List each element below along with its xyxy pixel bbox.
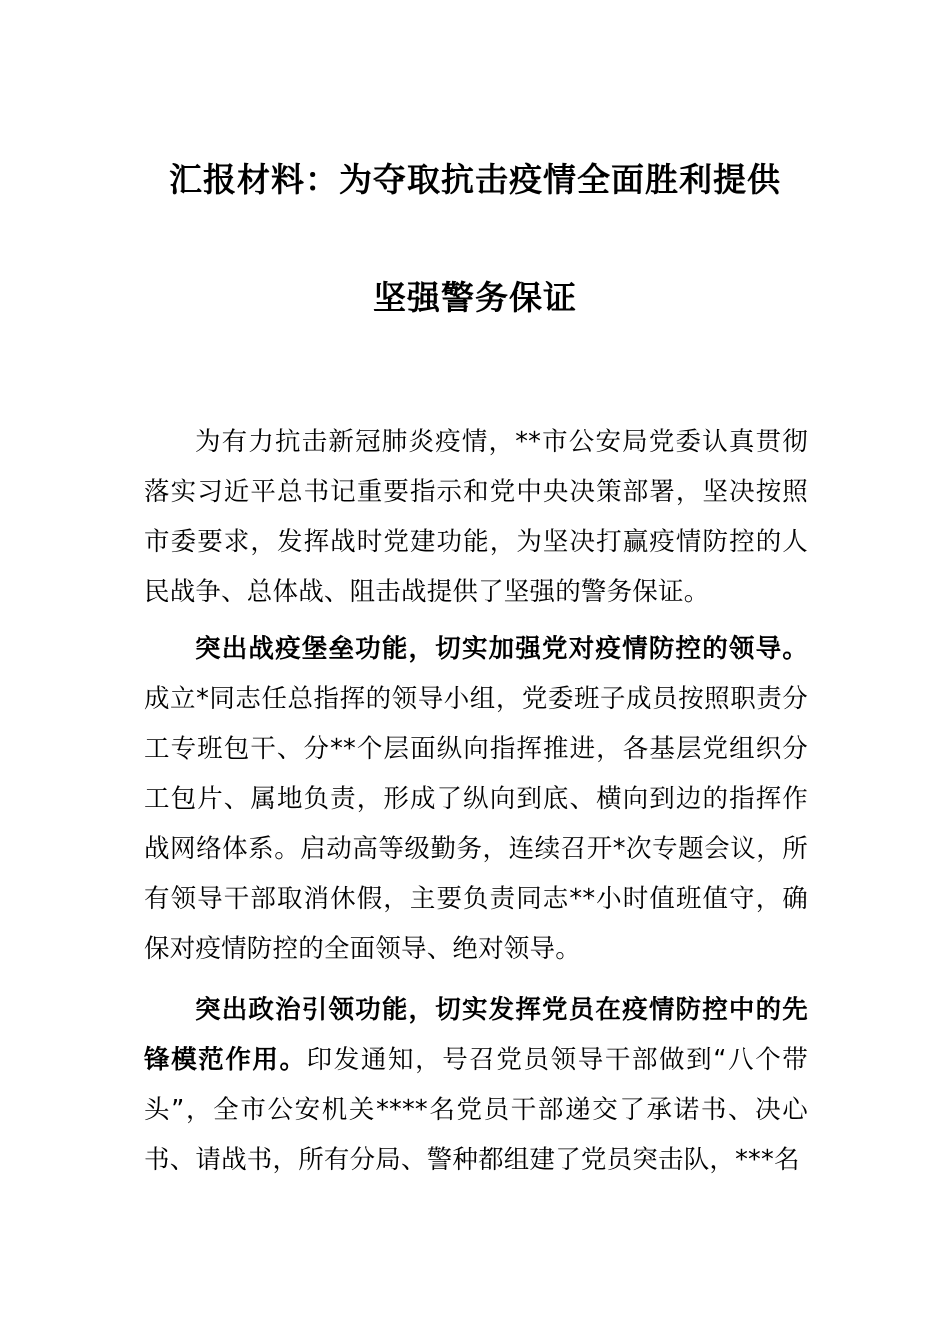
document-title-line-2: 坚强警务保证 [373, 278, 577, 317]
paragraph-fortress-lead: 突出战疫堡垒功能，切实加强党对疫情防控的领导。 [195, 634, 808, 664]
paragraph-fortress-text: 成立*同志任总指挥的领导小组，党委班子成员按照职责分工专班包干、分**个层面纵向指挥推进，各基层党组织分工包片、属地负责，形成了纵向到底、横向到边的指挥作战网络体系。启动高等级勤务，连续召开*次专题会议，所有领导干部取消休假，主要负责同志**小时值班值守，确保对疫情防控的全面领导、绝对领导。 [144, 684, 808, 964]
paragraph-intro [144, 417, 808, 617]
paragraph-political-leading-lead: 突出政治引领功能，切实发挥党员在疫情防控中的先锋模范作用。 [144, 995, 808, 1075]
paragraph-political-leading [144, 985, 808, 1185]
paragraph-intro-text: 为有力抗击新冠肺炎疫情，**市公安局党委认真贯彻落实习近平总书记重要指示和党中央决策部署，坚决按照市委要求，发挥战时党建功能，为坚决打赢疫情防控的人民战争、总体战、阻击战提供了坚强的警务保证。 [144, 427, 808, 607]
paragraph-political-leading-text: 印发通知，号召党员领导干部做到“八个带头”，全市公安机关****名党员干部递交了承诺书、决心书、请战书，所有分局、警种都组建了党员突击队，***名 [144, 1045, 809, 1175]
paragraph-fortress [144, 624, 808, 974]
document-title-line-1: 汇报材料：为夺取抗击疫情全面胜利提供 [169, 160, 781, 199]
